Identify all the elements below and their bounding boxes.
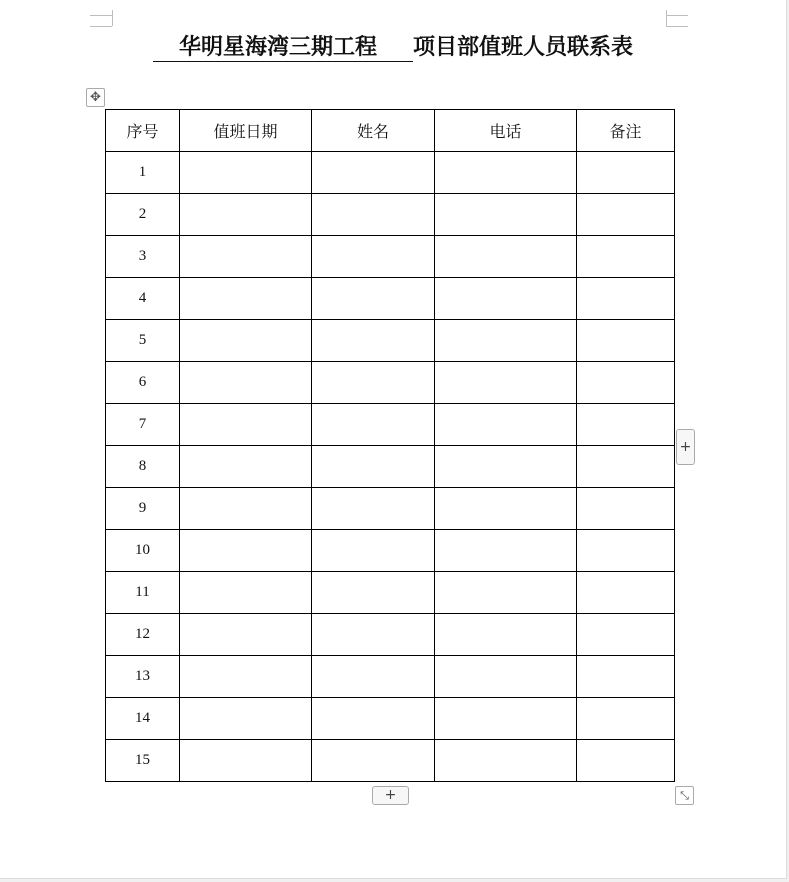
cell-serial-no[interactable]: 5 [106, 320, 180, 362]
cell-name[interactable] [312, 488, 435, 530]
title-part2: 项目部值班人员联系表 [413, 34, 634, 60]
cell-remarks[interactable] [577, 278, 675, 320]
cell-duty-date[interactable] [180, 530, 312, 572]
cell-serial-no[interactable]: 10 [106, 530, 180, 572]
cell-remarks[interactable] [577, 740, 675, 782]
cell-duty-date[interactable] [180, 320, 312, 362]
cell-serial-no[interactable]: 1 [106, 152, 180, 194]
header-name[interactable]: 姓名 [312, 110, 435, 152]
cell-name[interactable] [312, 446, 435, 488]
cell-phone[interactable] [435, 236, 577, 278]
cell-duty-date[interactable] [180, 488, 312, 530]
table-row [106, 152, 675, 194]
cell-remarks[interactable] [577, 656, 675, 698]
cell-phone[interactable] [435, 362, 577, 404]
cell-duty-date[interactable] [180, 446, 312, 488]
cell-name[interactable] [312, 236, 435, 278]
table-row [106, 236, 675, 278]
cell-duty-date[interactable] [180, 614, 312, 656]
cell-phone[interactable] [435, 572, 577, 614]
cell-serial-no[interactable]: 3 [106, 236, 180, 278]
cell-remarks[interactable] [577, 446, 675, 488]
cell-remarks[interactable] [577, 614, 675, 656]
cell-duty-date[interactable] [180, 236, 312, 278]
cell-remarks[interactable] [577, 236, 675, 278]
cell-remarks[interactable] [577, 320, 675, 362]
cell-serial-no[interactable]: 12 [106, 614, 180, 656]
title-underlined-part [153, 33, 413, 62]
cell-phone[interactable] [435, 152, 577, 194]
cell-serial-no[interactable]: 2 [106, 194, 180, 236]
header-phone[interactable]: 电话 [435, 110, 577, 152]
cell-serial-no[interactable]: 15 [106, 740, 180, 782]
cell-serial-no[interactable]: 11 [106, 572, 180, 614]
cell-remarks[interactable] [577, 362, 675, 404]
cell-name[interactable] [312, 320, 435, 362]
cell-name[interactable] [312, 614, 435, 656]
cell-phone[interactable] [435, 740, 577, 782]
cell-remarks[interactable] [577, 698, 675, 740]
cell-serial-no[interactable]: 9 [106, 488, 180, 530]
cell-phone[interactable] [435, 656, 577, 698]
cell-serial-no[interactable]: 14 [106, 698, 180, 740]
table-row [106, 446, 675, 488]
cell-remarks[interactable] [577, 572, 675, 614]
cell-phone[interactable] [435, 530, 577, 572]
margin-corner-top-left [90, 15, 112, 27]
cell-name[interactable] [312, 698, 435, 740]
table-row [106, 320, 675, 362]
cell-phone[interactable] [435, 320, 577, 362]
cell-duty-date[interactable] [180, 404, 312, 446]
table-header-row [106, 110, 675, 152]
cell-serial-no[interactable]: 13 [106, 656, 180, 698]
table-row [106, 488, 675, 530]
cell-name[interactable] [312, 572, 435, 614]
cell-duty-date[interactable] [180, 698, 312, 740]
page-title [0, 30, 786, 62]
cell-name[interactable] [312, 152, 435, 194]
table-resize-icon[interactable]: ⤡ [675, 786, 694, 805]
cell-name[interactable] [312, 278, 435, 320]
cell-duty-date[interactable] [180, 572, 312, 614]
cell-remarks[interactable] [577, 488, 675, 530]
cell-name[interactable] [312, 362, 435, 404]
cell-phone[interactable] [435, 614, 577, 656]
cell-name[interactable] [312, 530, 435, 572]
cell-duty-date[interactable] [180, 194, 312, 236]
header-serial-no[interactable]: 序号 [106, 110, 180, 152]
header-remarks[interactable]: 备注 [577, 110, 675, 152]
duty-roster-table [105, 109, 675, 782]
header-duty-date[interactable]: 值班日期 [180, 110, 312, 152]
table-row [106, 614, 675, 656]
cell-duty-date[interactable] [180, 656, 312, 698]
cell-phone[interactable] [435, 446, 577, 488]
cell-serial-no[interactable]: 4 [106, 278, 180, 320]
cell-remarks[interactable] [577, 194, 675, 236]
title-part1: 华明星海湾三期工程 [178, 34, 377, 60]
add-column-button[interactable]: + [676, 429, 695, 465]
cell-phone[interactable] [435, 278, 577, 320]
cell-remarks[interactable] [577, 404, 675, 446]
cell-duty-date[interactable] [180, 740, 312, 782]
add-row-button[interactable]: + [372, 786, 409, 805]
cell-phone[interactable] [435, 404, 577, 446]
cell-name[interactable] [312, 740, 435, 782]
table-row [106, 194, 675, 236]
table-body [106, 152, 675, 782]
cell-serial-no[interactable]: 8 [106, 446, 180, 488]
cell-remarks[interactable] [577, 530, 675, 572]
table-row [106, 362, 675, 404]
table-row [106, 530, 675, 572]
cell-name[interactable] [312, 194, 435, 236]
cell-serial-no[interactable]: 6 [106, 362, 180, 404]
table-row [106, 698, 675, 740]
margin-corner-top-right [666, 15, 688, 27]
cell-phone[interactable] [435, 194, 577, 236]
table-row [106, 572, 675, 614]
cell-duty-date[interactable] [180, 362, 312, 404]
table-row [106, 278, 675, 320]
cell-remarks[interactable] [577, 152, 675, 194]
cell-serial-no[interactable]: 7 [106, 404, 180, 446]
cell-duty-date[interactable] [180, 152, 312, 194]
cell-duty-date[interactable] [180, 278, 312, 320]
table-row [106, 656, 675, 698]
cell-phone[interactable] [435, 488, 577, 530]
table-row [106, 404, 675, 446]
cell-name[interactable] [312, 404, 435, 446]
cell-phone[interactable] [435, 698, 577, 740]
cell-name[interactable] [312, 656, 435, 698]
table-move-icon[interactable]: ✥ [86, 88, 105, 107]
table-row [106, 740, 675, 782]
